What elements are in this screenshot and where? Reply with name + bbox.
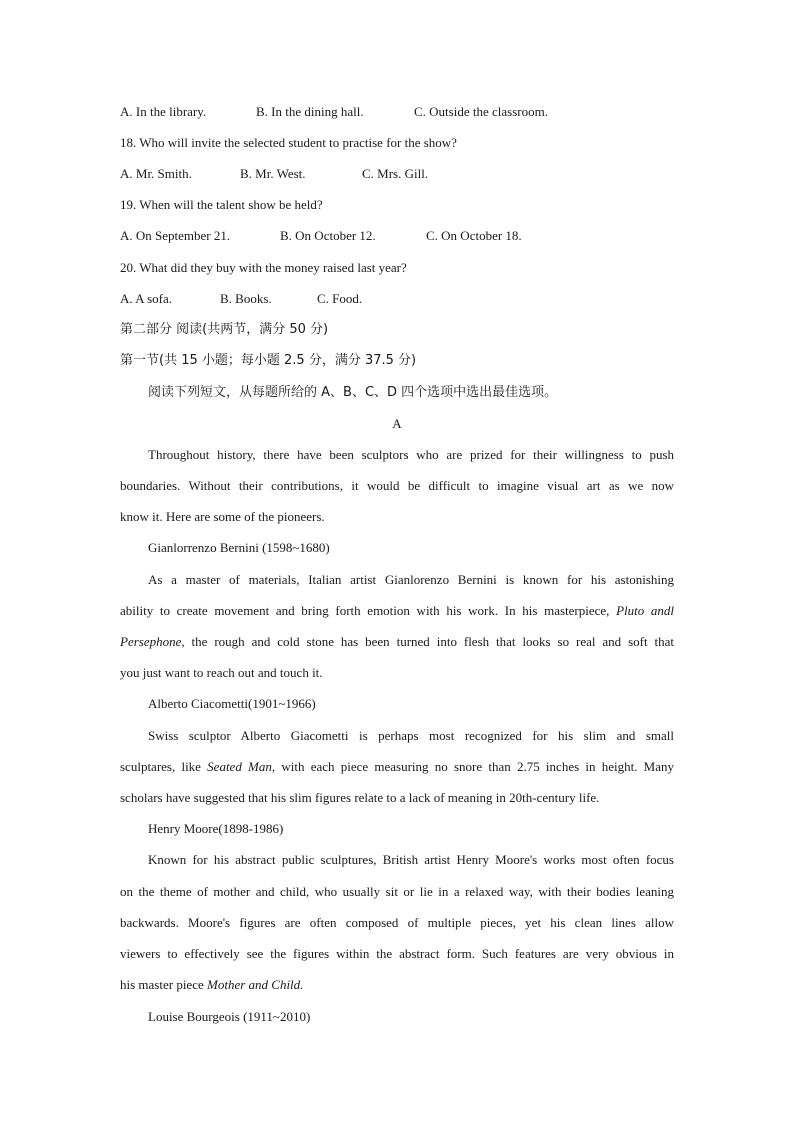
q18-option-b: B. Mr. West. <box>240 166 306 181</box>
q19-option-a: A. On September 21. <box>120 228 231 243</box>
bernini-heading: Gianlorrenzo Bernini (1598~1680) <box>148 540 330 555</box>
q20-question: 20. What did they buy with the money raised last year? <box>120 260 407 275</box>
q18-option-c: C. Mrs. Gill. <box>362 166 429 181</box>
bernini-line-4: you just want to reach out and touch it. <box>120 665 323 680</box>
q20-option-c: C. Food. <box>317 291 363 306</box>
q17-option-c: C. Outside the classroom. <box>414 104 548 119</box>
moore-line-2: on the theme of mother and child, who usually sit or lie in a relaxed way, with their bodies leaning <box>120 884 674 899</box>
moore-artwork-title: Mother and Child. <box>207 977 304 992</box>
bernini-line-3 <box>120 634 674 650</box>
giacometti-line-2-text-b: , with each piece measuring no snore than 2.75 inches in height. Many <box>271 759 674 774</box>
giacometti-line-1: Swiss sculptor Alberto Giacometti is perhaps most recognized for his slim and small <box>148 728 674 743</box>
moore-heading: Henry Moore(1898-1986) <box>148 821 284 836</box>
giacometti-heading: Alberto Ciacometti(1901~1966) <box>148 696 316 711</box>
moore-line-1: Known for his abstract public sculptures, British artist Henry Moore's works most often focus <box>148 852 674 867</box>
bernini-artwork-title-part-2: Persephone <box>120 634 182 649</box>
q20-option-a: A. A sofa. <box>120 291 172 306</box>
giacometti-line-3: scholars have suggested that his slim figures relate to a lack of meaning in 20th-century life. <box>120 790 600 805</box>
bernini-line-3-text: , the rough and cold stone has been turned into flesh that looks so real and soft that <box>181 634 674 649</box>
giacometti-artwork-title: Seated Man <box>207 759 272 774</box>
giacometti-line-2-text-a: sculptares, like <box>120 759 208 774</box>
reading-instruction: 阅读下列短文，从每题所给的 A、B、C、D 四个选项中选出最佳选项。 <box>148 385 558 400</box>
moore-line-4: viewers to effectively see the figures within the abstract form. Such features are very obvious in <box>120 946 674 961</box>
q19-question: 19. When will the talent show be held? <box>120 197 323 212</box>
intro-line-1: Throughout history, there have been sculptors who are prized for their willingness to push <box>148 447 674 462</box>
section-2-title: 第二部分 阅读(共两节，满分 50 分) <box>120 322 329 337</box>
bernini-line-2 <box>120 603 674 619</box>
q19-option-b: B. On October 12. <box>280 228 376 243</box>
intro-line-2: boundaries. Without their contributions, it would be difficult to imagine visual art as we now <box>120 478 674 493</box>
section-1-title: 第一节(共 15 小题；每小题 2.5 分，满分 37.5 分) <box>120 353 417 368</box>
moore-line-5 <box>120 977 303 993</box>
moore-line-3: backwards. Moore's figures are often composed of multiple pieces, yet his clean lines allow <box>120 915 674 930</box>
q19-option-c: C. On October 18. <box>426 228 522 243</box>
moore-line-5-text: his master piece <box>120 977 207 992</box>
q17-option-a: A. In the library. <box>120 104 207 119</box>
intro-line-3: know it. Here are some of the pioneers. <box>120 509 325 524</box>
passage-label: A <box>392 416 402 431</box>
q17-option-b: B. In the dining hall. <box>256 104 364 119</box>
bernini-line-1: As a master of materials, Italian artist Gianlorenzo Bernini is known for his astonishing <box>148 572 674 587</box>
bernini-line-2-text: ability to create movement and bring forth emotion with his work. In his masterpiece, <box>120 603 617 618</box>
bourgeois-heading: Louise Bourgeois (1911~2010) <box>148 1009 311 1024</box>
q18-question: 18. Who will invite the selected student to practise for the show? <box>120 135 457 150</box>
q18-option-a: A. Mr. Smith. <box>120 166 192 181</box>
bernini-artwork-title-part-1: Pluto andl <box>616 603 674 618</box>
q20-option-b: B. Books. <box>220 291 272 306</box>
giacometti-line-2 <box>120 759 674 775</box>
